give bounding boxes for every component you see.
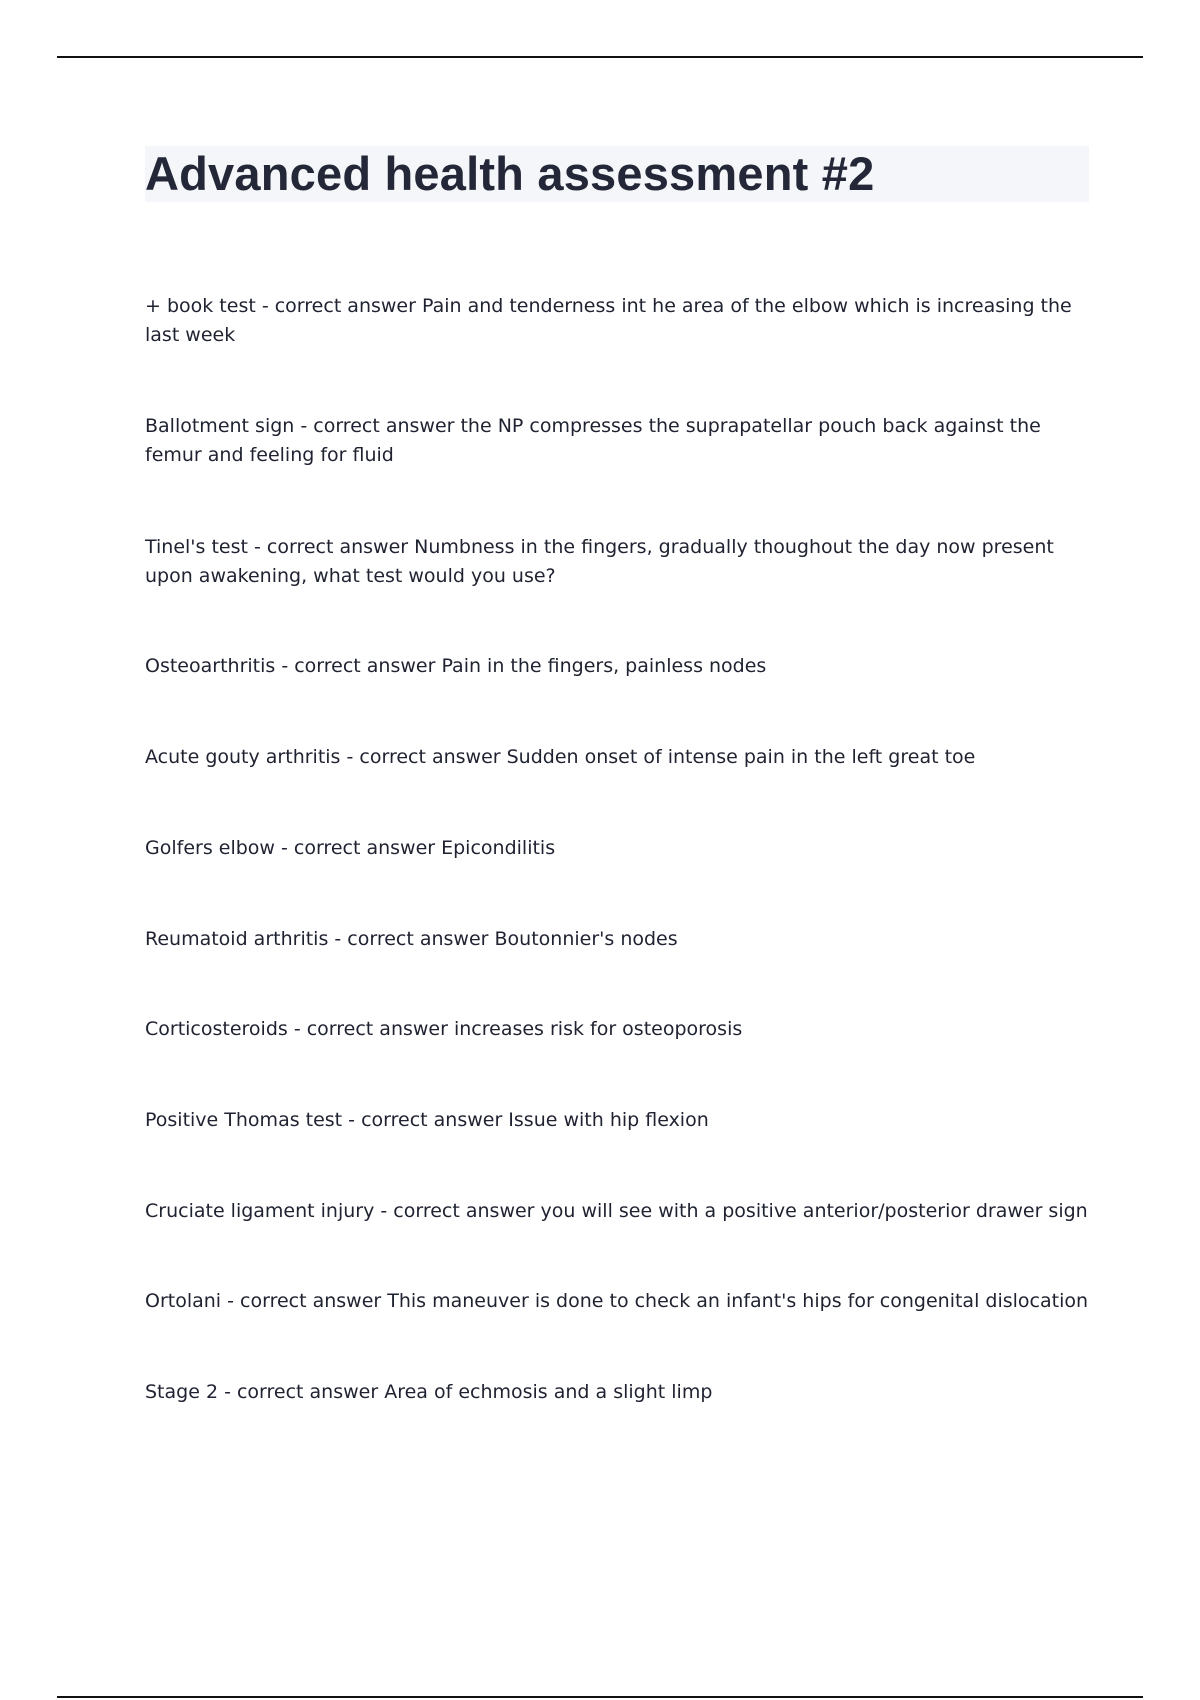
flashcard-item: Corticosteroids - correct answer increases risk for osteoporosis: [145, 1018, 743, 1040]
flashcard-item: Acute gouty arthritis - correct answer Sudden onset of intense pain in the left great toe: [145, 746, 976, 768]
flashcard-item: Ortolani - correct answer This maneuver is done to check an infant's hips for congenital dislocation: [145, 1290, 1089, 1312]
header-divider: [57, 56, 1143, 58]
footer-divider: [57, 1696, 1143, 1698]
flashcard-item: Osteoarthritis - correct answer Pain in the fingers, painless nodes: [145, 655, 767, 677]
flashcard-item: Golfers elbow - correct answer Epicondilitis: [145, 837, 556, 859]
flashcard-item: Ballotment sign - correct answer the NP compresses the suprapatellar pouch back against the femur and feeling for fluid: [145, 415, 1041, 466]
flashcard-item: + book test - correct answer Pain and tenderness int he area of the elbow which is increasing the last week: [145, 295, 1072, 346]
flashcard-item: Tinel's test - correct answer Numbness in the fingers, gradually thoughout the day now present upon awakening, what test would you use?: [145, 536, 1054, 587]
page-title: Advanced health assessment #2: [145, 147, 875, 200]
flashcard-item: Positive Thomas test - correct answer Issue with hip flexion: [145, 1109, 709, 1131]
flashcard-item: Reumatoid arthritis - correct answer Boutonnier's nodes: [145, 928, 678, 950]
flashcard-item: Cruciate ligament injury - correct answer you will see with a positive anterior/posterior drawer sign: [145, 1200, 1088, 1222]
flashcard-item: Stage 2 - correct answer Area of echmosis and a slight limp: [145, 1381, 713, 1403]
